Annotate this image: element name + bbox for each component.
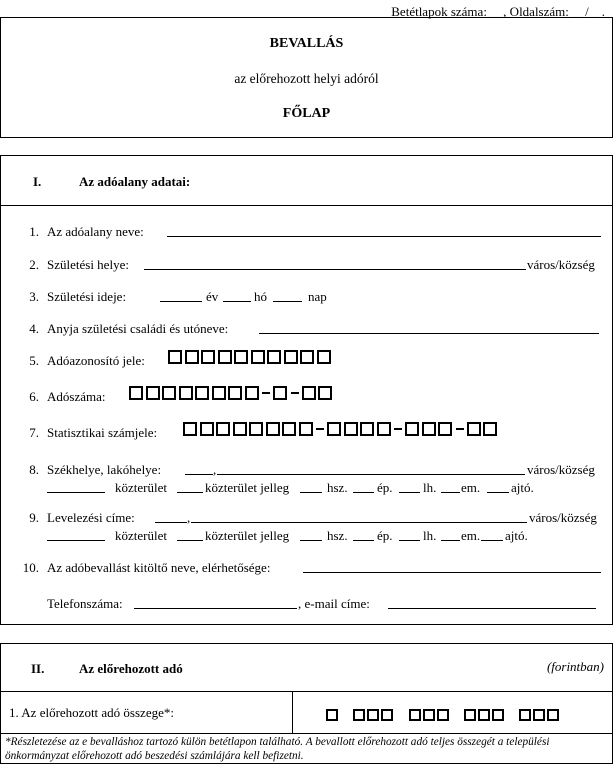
field-label: Székhelye, lakóhelye: [47,462,162,477]
field-label: Adóazonosító jele: [47,353,145,368]
mail-door-input[interactable] [481,528,503,541]
field-phone-email [1,596,612,614]
lh-label: lh. [423,480,437,495]
field-label: Az adóbevallást kitöltő neve, elérhetősége: [47,560,271,575]
mother-name-input-line[interactable] [259,321,599,334]
field-label: Születési helye: [47,257,129,272]
field-birthplace [1,257,612,275]
mail-street-type-input[interactable] [177,528,203,541]
mail-city-input[interactable] [191,510,527,523]
mail-zip-input[interactable] [155,510,187,523]
phone-label: Telefonszáma: [47,596,123,611]
seat-ep-input[interactable] [353,480,374,493]
amount-boxes[interactable] [326,707,561,723]
email-input-line[interactable] [388,596,596,609]
field-number: 4. [29,321,39,336]
mail-em-input[interactable] [441,528,460,541]
field-number: 9. [29,510,39,525]
form-title: BEVALLÁS [269,36,344,51]
seat-street-input[interactable] [47,480,105,493]
unit-label: (forintban) [546,659,604,674]
field-label: Levelezési címe: [47,510,135,525]
field-number: 7. [29,425,39,440]
door-label: ajtó. [505,528,528,543]
page-info: Betétlapok száma: __, Oldalszám: __/__. [391,4,605,19]
field-number: 6. [29,389,39,404]
field-tax-number [1,389,612,407]
seat-em-input[interactable] [441,480,460,493]
section-taxpayer-data [0,155,613,625]
statistical-code-boxes[interactable] [183,422,500,438]
birthplace-input-line[interactable] [144,257,526,270]
tax-number-boxes[interactable] [129,386,335,402]
seat-lh-input[interactable] [399,480,420,493]
field-number: 1. [29,224,39,239]
section-number: II. [31,661,45,676]
divider [292,692,293,733]
field-suffix: város/község [527,462,595,477]
em-label: em. [461,528,481,543]
field-suffix: város/község [529,510,597,525]
footnote: *Részletezése az e bevalláshoz tartozó külön betétlapon található. A bevallott előrehozott adó teljes összegét a települési önkormányzat előrehozott adó beszedési számlájára kell befizetni. [5,736,550,762]
section-header [1,644,612,692]
field-seat-address [1,462,612,480]
birth-month-input[interactable] [223,289,251,302]
field-mailing-address [1,510,612,528]
field-mother-name [1,321,612,339]
seat-hsz-input[interactable] [300,480,322,493]
street-label: közterület [115,480,167,495]
field-label: Születési ideje: [47,289,127,304]
field-number: 3. [29,289,39,304]
day-label: nap [308,289,327,304]
field-tax-id [1,353,612,371]
hsz-label: hsz. [327,480,348,495]
field-number: 10. [22,560,39,575]
hsz-label: hsz. [327,528,348,543]
form-sheet-title: FŐLAP [282,106,331,121]
lh-label: lh. [423,528,437,543]
field-mailing-address-line2 [1,528,612,546]
comma: , [187,510,191,525]
birth-day-input[interactable] [273,289,302,302]
form-header [0,17,613,138]
street-type-label: közterület jelleg [205,480,290,495]
seat-city-input[interactable] [217,462,525,475]
field-label: Adószáma: [47,389,106,404]
comma: , [213,462,217,477]
field-birthdate [1,289,612,307]
month-label: hó [254,289,267,304]
mail-street-input[interactable] [47,528,105,541]
form-subtitle: az előrehozott helyi adóról [234,71,379,86]
year-label: év [206,289,219,304]
field-number: 8. [29,462,39,477]
section-title: Az előrehozott adó [79,661,183,676]
field-preparer [1,560,612,578]
ep-label: ép. [377,480,393,495]
section-advance-tax [0,643,613,764]
ep-label: ép. [377,528,393,543]
tax-id-boxes[interactable] [168,350,333,366]
preparer-input-line[interactable] [303,560,601,573]
field-label: Az adóalany neve: [47,224,144,239]
mail-hsz-input[interactable] [300,528,322,541]
section-number: I. [33,174,42,189]
field-suffix: város/község [527,257,595,272]
birth-year-input[interactable] [160,289,202,302]
seat-street-type-input[interactable] [177,480,203,493]
phone-input-line[interactable] [134,596,297,609]
amount-label: 1. Az előrehozott adó összege*: [9,705,174,720]
field-name [1,224,612,242]
street-type-label: közterület jelleg [205,528,290,543]
seat-zip-input[interactable] [185,462,213,475]
field-label: Statisztikai számjele: [47,425,158,440]
door-label: ajtó. [511,480,534,495]
field-statistical-code [1,425,612,443]
name-input-line[interactable] [167,224,601,237]
amount-row [1,692,612,734]
field-label: Anyja születési családi és utóneve: [47,321,229,336]
field-number: 2. [29,257,39,272]
em-label: em. [461,480,481,495]
email-label: , e-mail címe: [298,596,370,611]
mail-lh-input[interactable] [399,528,420,541]
field-seat-address-line2 [1,480,612,498]
section-header [1,156,612,206]
street-label: közterület [115,528,167,543]
seat-door-input[interactable] [487,480,509,493]
mail-ep-input[interactable] [353,528,374,541]
field-number: 5. [29,353,39,368]
section-title: Az adóalany adatai: [79,174,191,189]
